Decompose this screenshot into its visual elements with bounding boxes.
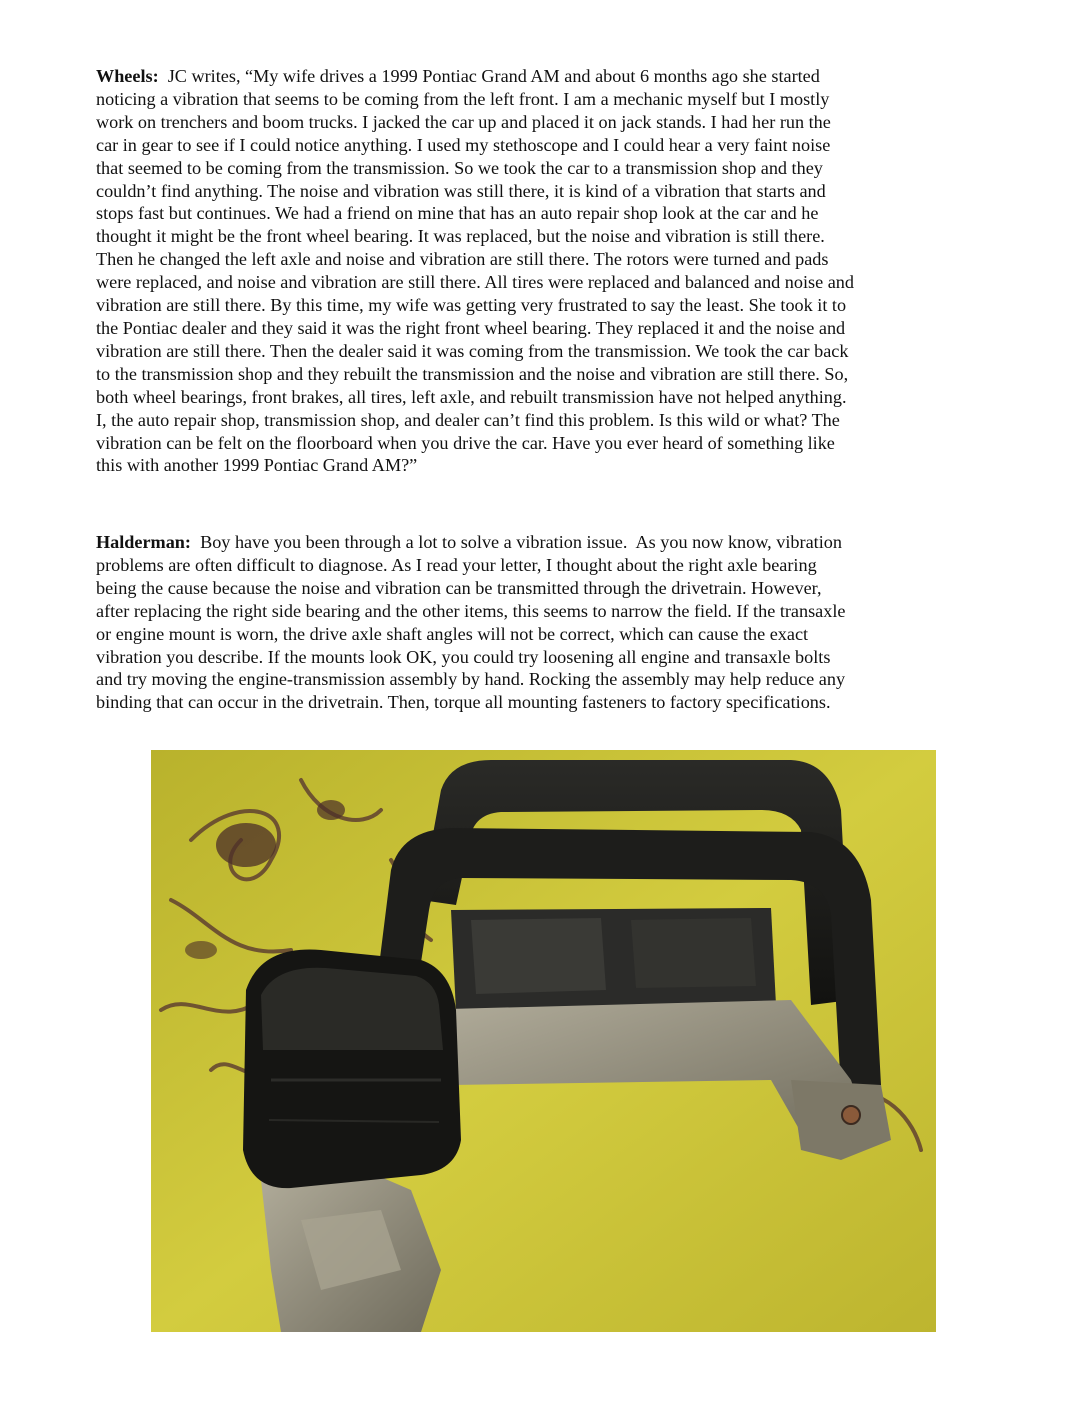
answer-first-line — [96, 531, 996, 554]
letter-line: this with another 1999 Pontiac Grand AM?” — [96, 455, 418, 476]
answer-first-line-text: Boy have you been through a lot to solve a vibration issue. As you now know, vibration — [190, 532, 842, 552]
letter-line: Then he changed the left axle and noise and vibration are still there. The rotors were turned and pads — [96, 249, 829, 270]
letter-line: vibration are still there. By this time, my wife was getting very frustrated to say the least. She took it to — [96, 295, 847, 316]
letter-line: car in gear to see if I could notice anything. I used my stethoscope and I could hear a very faint noise — [96, 134, 831, 155]
engine-mount-photo — [151, 750, 936, 1332]
letter-line: vibration can be felt on the floorboard when you drive the car. Have you ever heard of something like — [96, 432, 835, 453]
letter-line: that seemed to be coming from the transmission. So we took the car to a transmission shop and they — [96, 157, 823, 178]
letter-first-line — [96, 65, 996, 88]
letter-line: both wheel bearings, front brakes, all tires, left axle, and rebuilt transmission have not helped anything. — [96, 386, 847, 407]
letter-line: couldn’t find anything. The noise and vibration was still there, it is kind of a vibration that starts and — [96, 180, 826, 201]
answer-line: problems are often difficult to diagnose. As I read your letter, I thought about the right axle bearing — [96, 554, 817, 575]
letter-line: noticing a vibration that seems to be coming from the left front. I am a mechanic myself but I mostly — [96, 88, 830, 109]
letter-line: stops fast but continues. We had a friend on mine that has an auto repair shop look at the car and he — [96, 203, 819, 224]
letter-line: work on trenchers and boom trucks. I jacked the car up and placed it on jack stands. I had her run the — [96, 111, 831, 132]
halderman-answer — [96, 531, 996, 714]
letter-first-line-text: JC writes, “My wife drives a 1999 Pontiac Grand AM and about 6 months ago she started — [158, 66, 820, 86]
answer-line: or engine mount is worn, the drive axle shaft angles will not be correct, which can cause the exact — [96, 623, 809, 644]
answer-lead: Halderman: — [96, 532, 191, 552]
reader-letter — [96, 65, 996, 477]
answer-line: vibration you describe. If the mounts look OK, you could try loosening all engine and transaxle bolts — [96, 646, 831, 667]
letter-line: to the transmission shop and they rebuilt the transmission and the noise and vibration are still there. So, — [96, 363, 849, 384]
letter-line: were replaced, and noise and vibration are still there. All tires were replaced and balanced and noise and — [96, 272, 854, 293]
engine-mount-photo-drawing — [151, 750, 936, 1332]
answer-line: and try moving the engine-transmission assembly by hand. Rocking the assembly may help reduce any — [96, 669, 846, 690]
letter-line: the Pontiac dealer and they said it was the right front wheel bearing. They replaced it and the noise and — [96, 317, 846, 338]
letter-line: I, the auto repair shop, transmission shop, and dealer can’t find this problem. Is this wild or what? The — [96, 409, 840, 430]
answer-line: being the cause because the noise and vibration can be transmitted through the drivetrain. However, — [96, 577, 822, 598]
answer-line: after replacing the right side bearing and the other items, this seems to narrow the field. If the transaxle — [96, 600, 846, 621]
letter-lead: Wheels: — [96, 66, 159, 86]
letter-line: thought it might be the front wheel bearing. It was replaced, but the noise and vibration is still there. — [96, 226, 825, 247]
answer-line: binding that can occur in the drivetrain. Then, torque all mounting fasteners to factory specifications. — [96, 692, 831, 713]
letter-line: vibration are still there. Then the dealer said it was coming from the transmission. We took the car back — [96, 340, 849, 361]
